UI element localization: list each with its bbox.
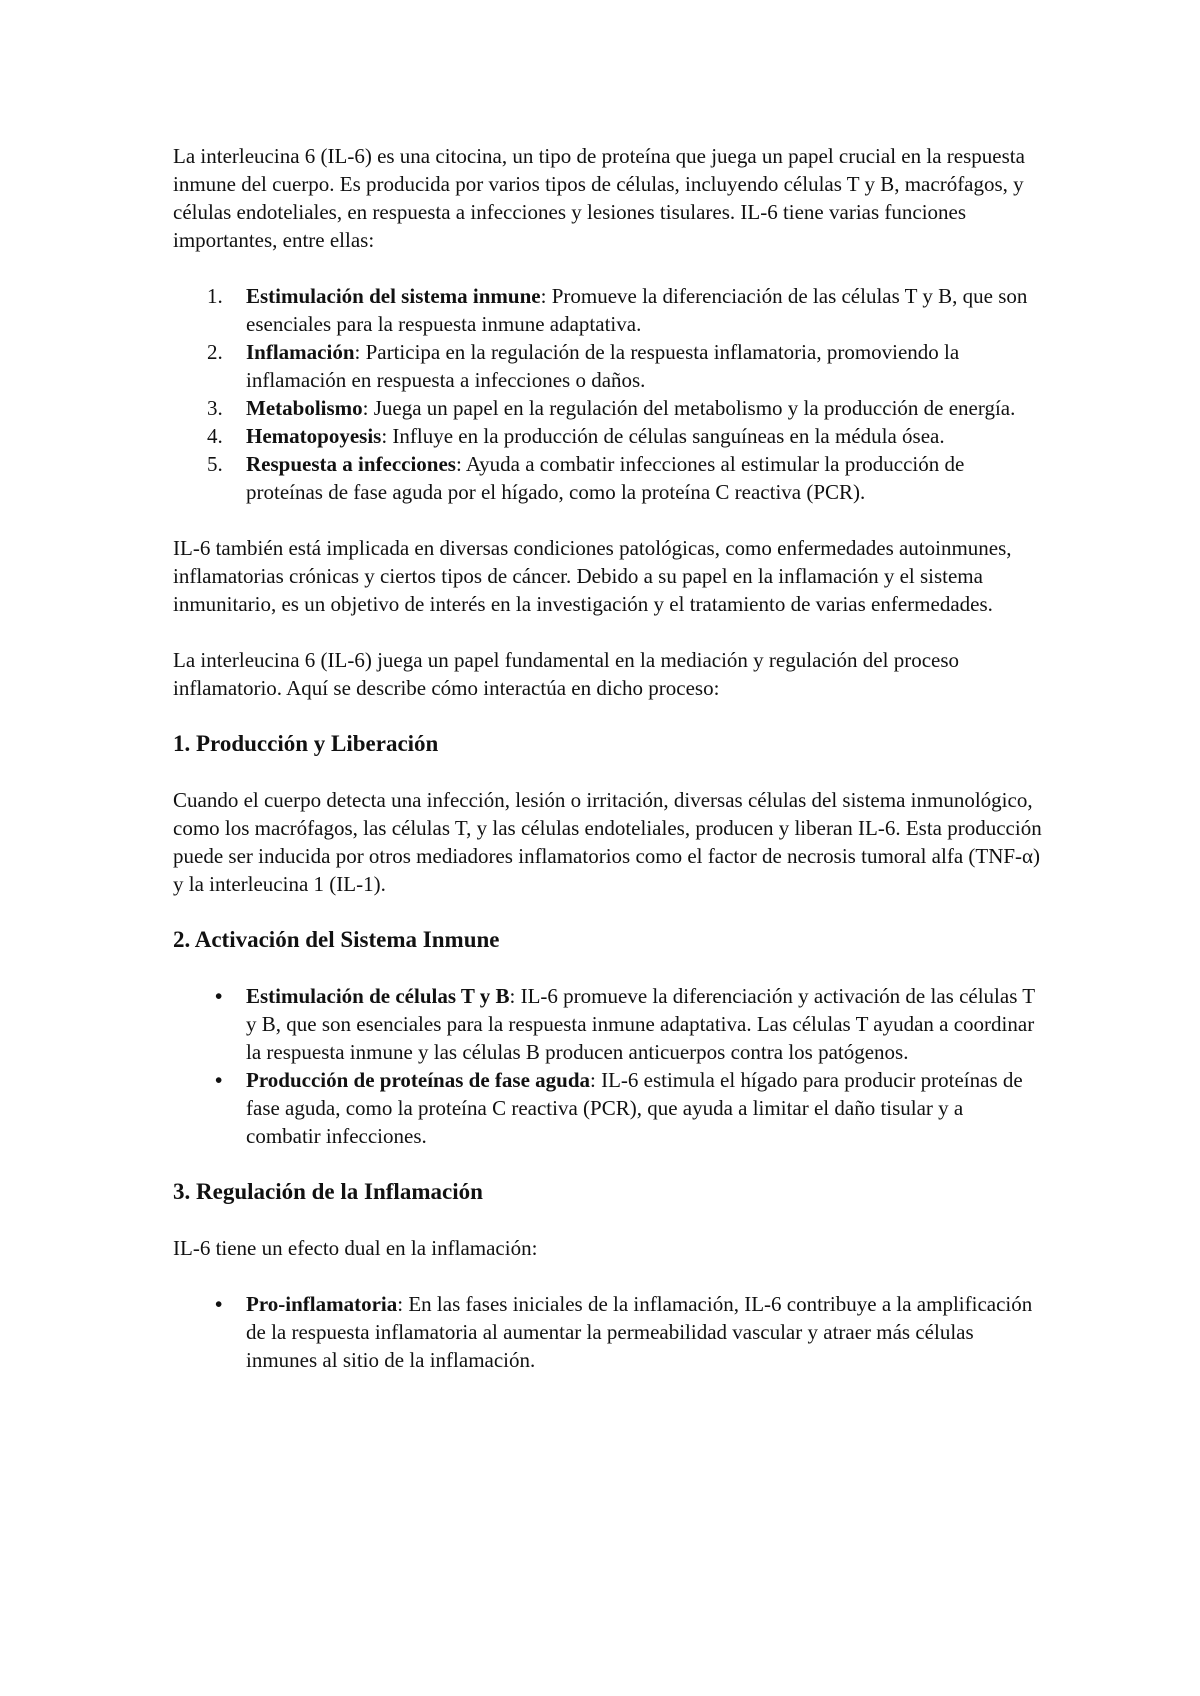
- list-item: [173, 1290, 1043, 1374]
- document-page: [173, 142, 1043, 1402]
- list-item: [173, 394, 1043, 422]
- list-item-text: : Participa en la regulación de la respuesta inflamatoria, promoviendo la inflamación en respuesta a infecciones o daños.: [246, 340, 960, 392]
- list-item-text: : Promueve la diferenciación de las células T y B, que son esenciales para la respuesta inmune adaptativa.: [246, 284, 1028, 336]
- list-item-term: Metabolismo: [246, 396, 363, 420]
- bullet-marker: •: [215, 1292, 223, 1316]
- list-item-text: : Influye en la producción de células sanguíneas en la médula ósea.: [381, 424, 945, 448]
- section-3-heading: 3. Regulación de la Inflamación: [173, 1179, 483, 1204]
- section-3-list: [173, 1290, 1043, 1374]
- section-1-heading: 1. Producción y Liberación: [173, 731, 439, 756]
- list-item-text: : Ayuda a combatir infecciones al estimular la producción de proteínas de fase aguda por el hígado, como la proteína C reactiva (PCR).: [246, 452, 965, 504]
- list-item: [173, 282, 1043, 338]
- list-item-text: : IL-6 estimula el hígado para producir proteínas de fase aguda, como la proteína C reactiva (PCR), que ayuda a limitar el daño tisular y a combatir infecciones.: [246, 1068, 1023, 1148]
- bullet-marker: •: [215, 984, 223, 1008]
- list-item-term: Estimulación de células T y B: [246, 984, 510, 1008]
- list-item-term: Respuesta a infecciones: [246, 452, 456, 476]
- inflammation-intro-paragraph: La interleucina 6 (IL-6) juega un papel fundamental en la mediación y regulación del proceso inflamatorio. Aquí se describe cómo interactúa en dicho proceso:: [173, 648, 960, 700]
- list-item: [173, 338, 1043, 394]
- functions-list: [173, 282, 1043, 506]
- list-item-text: : Juega un papel en la regulación del metabolismo y la producción de energía.: [362, 396, 1016, 420]
- section-2-heading: 2. Activación del Sistema Inmune: [173, 927, 500, 952]
- list-number: 4.: [207, 424, 223, 448]
- list-item-term: Inflamación: [246, 340, 355, 364]
- intro-paragraph: La interleucina 6 (IL-6) es una citocina, un tipo de proteína que juega un papel crucial en la respuesta inmune del cuerpo. Es producida por varios tipos de células, incluyendo células T y B, macrófagos, y células endoteliales, en respuesta a infecciones y lesiones tisulares. IL-6 tiene varias funciones importantes, entre ellas:: [173, 144, 1025, 252]
- pathology-paragraph: IL-6 también está implicada en diversas condiciones patológicas, como enfermedades autoinmunes, inflamatorias crónicas y ciertos tipos de cáncer. Debido a su papel en la inflamación y el sistema inmunitario, es un objetivo de interés en la investigación y el tratamiento de varias enfermedades.: [173, 536, 1012, 616]
- list-item-term: Pro-inflamatoria: [246, 1292, 398, 1316]
- list-number: 2.: [207, 340, 223, 364]
- list-item-term: Estimulación del sistema inmune: [246, 284, 541, 308]
- bullet-marker: •: [215, 1068, 223, 1092]
- list-item: [173, 422, 1043, 450]
- section-1-paragraph: Cuando el cuerpo detecta una infección, lesión o irritación, diversas células del sistema inmunológico, como los macrófagos, las células T, y las células endoteliales, producen y liberan IL-6. Esta producción puede ser inducida por otros mediadores inflamatorios como el factor de necrosis tumoral alfa (TNF-α) y la interleucina 1 (IL-1).: [173, 788, 1042, 896]
- list-item: [173, 450, 1043, 506]
- list-item-text: : En las fases iniciales de la inflamación, IL-6 contribuye a la amplificación de la respuesta inflamatoria al aumentar la permeabilidad vascular y atraer más células inmunes al sitio de la inflamación.: [246, 1292, 1033, 1372]
- list-item-term: Hematopoyesis: [246, 424, 382, 448]
- list-item-term: Producción de proteínas de fase aguda: [246, 1068, 590, 1092]
- list-item-text: : IL-6 promueve la diferenciación y activación de las células T y B, que son esenciales para la respuesta inmune adaptativa. Las células T ayudan a coordinar la respuesta inmune y las células B producen anticuerpos contra los patógenos.: [246, 984, 1035, 1064]
- list-number: 1.: [207, 284, 223, 308]
- list-number: 5.: [207, 452, 223, 476]
- section-2-list: [173, 982, 1043, 1150]
- list-item: [173, 982, 1043, 1066]
- list-number: 3.: [207, 396, 223, 420]
- section-3-intro: IL-6 tiene un efecto dual en la inflamación:: [173, 1236, 538, 1260]
- list-item: [173, 1066, 1043, 1150]
